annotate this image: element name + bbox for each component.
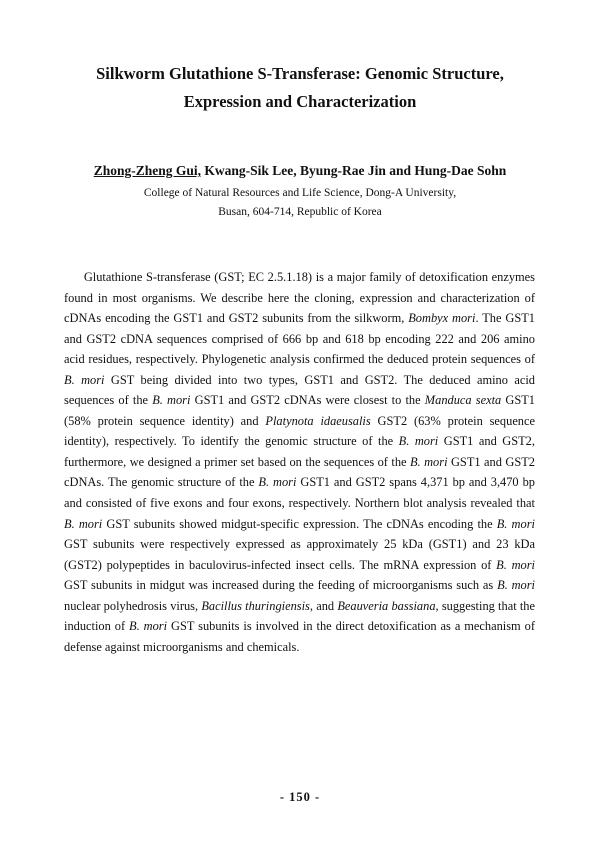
species-name: B. mori [496,516,535,531]
abstract-text: GST subunits showed midgut-specific expression. The cDNAs encoding the [102,516,497,531]
affiliation [30,184,570,222]
abstract-text: GST being divided into two types, GST1 and GST2. The deduced amino acid sequences of the [64,372,535,408]
paper-title [30,60,570,116]
affiliation-line-1: College of Natural Resources and Life Science, Dong-A University, [143,187,457,199]
abstract-text: , and [309,598,338,613]
species-name: Bombyx mori [408,311,476,326]
abstract-text: GST subunits were respectively expressed as approximately 25 kDa (GST1) and 23 kDa (GST2) polypeptides in baculovirus-infected insect cells. The mRNA expression of [64,537,535,572]
species-name: Bacillus thuringiensis [201,598,310,613]
abstract-text: GST1 and GST2 spans 4,371 bp and 3,470 bp and consisted of five exons and four exons, respectively. Northern blot analysis revealed that [64,475,535,511]
species-name: B. mori [64,516,103,531]
affiliation-line-2: Busan, 604-714, Republic of Korea [218,206,382,218]
page-number: - 150 - [279,790,321,804]
species-name: Beauveria bassiana [337,598,436,613]
abstract-text: Glutathione S-transferase (GST; EC 2.5.1.18) is a major family of detoxification enzymes found in most organisms. We describe here the cloning, expression and characterization of cDNAs encoding the GST1 and GST2 subunits from the silkworm, [64,270,535,326]
species-name: B. mori [497,578,535,593]
abstract-text: GST1 and GST2 cDNAs. The genomic structure of the [64,454,536,490]
abstract-text: GST2 (63% protein sequence identity), respectively. To identify the genomic structure of the [64,413,536,449]
species-name: Manduca sexta [424,393,502,408]
species-name: B. mori [496,557,535,572]
paper-title-line-2: Expression and Characterization [183,92,417,111]
species-name: B. mori [64,372,105,387]
species-name: B. mori [398,434,439,449]
species-name: B. mori [409,454,448,469]
author-list [30,160,570,182]
co-authors: Kwang-Sik Lee, Byung-Rae Jin and Hung-Dae Sohn [200,163,507,178]
abstract-text: , suggesting that the induction of [64,598,535,634]
abstract-text: . The GST1 and GST2 cDNA sequences comprised of 666 bp and 618 bp encoding 222 and 206 amino acid residues, respectively. Phylogenetic analysis confirmed the deduced protein sequences of [64,311,535,367]
species-name: B. mori [129,619,168,634]
paper-title-line-1: Silkworm Glutathione S-Transferase: Genomic Structure, [96,64,504,83]
abstract-text: GST subunits is involved in the direct detoxification as a mechanism of defense against microorganisms and chemicals. [64,619,535,654]
abstract [64,267,535,657]
abstract-text: GST subunits in midgut was increased during the feeding of microorganisms such as [64,578,498,593]
species-name: Platynota idaeusalis [265,413,371,428]
abstract-text: GST1 and GST2, furthermore, we designed a primer set based on the sequences of the [64,434,535,469]
abstract-text: nuclear polyhedrosis virus, [64,598,202,613]
abstract-text: GST1 and GST2 cDNAs were closest to the [190,393,425,408]
abstract-text: GST1 (58% protein sequence identity) and [64,393,536,428]
species-name: B. mori [152,393,191,408]
species-name: B. mori [258,475,297,490]
first-author: Zhong-Zheng Gui, [93,163,201,178]
